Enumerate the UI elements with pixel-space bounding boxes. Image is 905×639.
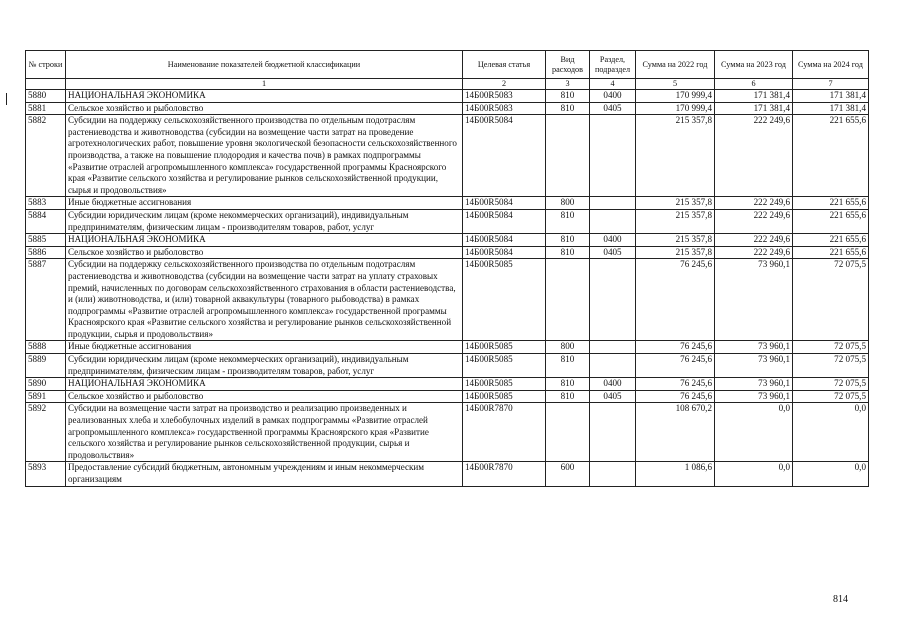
table-row xyxy=(26,462,869,486)
header-expense-type: Вид расходов xyxy=(546,51,590,79)
section-code: 0400 xyxy=(590,378,636,391)
sum-2024: 72 075,5 xyxy=(793,341,869,354)
section-code: 0405 xyxy=(590,102,636,115)
section-code xyxy=(590,115,636,197)
table-row xyxy=(26,90,869,103)
indicator-name: Субсидии на поддержку сельскохозяйственного производства по отдельным подотраслям растениеводства и животноводства (субсидии на возмещение части затрат на проведение агротехнологических работ, повышение уровня экологической безопасности сельскохозяйственного производства, а также на повышение плодородия и качества почв) в рамках подпрограммы «Развитие отраслей агропромышленного комплекса» государственной программы Красноярского края «Развитие сельского хозяйства и регулирование рынков сельскохозяйственной продукции, сырья и продовольствия» xyxy=(66,115,463,197)
section-code: 0405 xyxy=(590,246,636,259)
column-number: 1 xyxy=(66,79,463,90)
margin-mark xyxy=(6,93,7,105)
table-row xyxy=(26,102,869,115)
sum-2023: 0,0 xyxy=(715,462,793,486)
indicator-name: НАЦИОНАЛЬНАЯ ЭКОНОМИКА xyxy=(66,378,463,391)
sum-2022: 76 245,6 xyxy=(636,341,715,354)
sum-2024: 221 655,6 xyxy=(793,197,869,210)
sum-2022: 76 245,6 xyxy=(636,378,715,391)
row-number: 5881 xyxy=(26,102,66,115)
header-target-article: Целевая статья xyxy=(463,51,546,79)
column-number: 4 xyxy=(590,79,636,90)
section-code: 0400 xyxy=(590,90,636,103)
table-row xyxy=(26,197,869,210)
expense-type xyxy=(546,259,590,341)
sum-2022: 170 999,4 xyxy=(636,90,715,103)
header-sum-2024: Сумма на 2024 год xyxy=(793,51,869,79)
column-number-row xyxy=(26,79,869,90)
section-code xyxy=(590,209,636,233)
indicator-name: Субсидии юридическим лицам (кроме некоммерческих организаций), индивидуальным предпринимателям, физическим лицам - производителям товаров, работ, услуг xyxy=(66,209,463,233)
expense-type: 600 xyxy=(546,462,590,486)
sum-2023: 171 381,4 xyxy=(715,90,793,103)
sum-2023: 222 249,6 xyxy=(715,234,793,247)
indicator-name: Субсидии юридическим лицам (кроме некоммерческих организаций), индивидуальным предпринимателям, физическим лицам - производителям товаров, работ, услуг xyxy=(66,354,463,378)
row-number: 5889 xyxy=(26,354,66,378)
expense-type: 810 xyxy=(546,234,590,247)
target-article: 14Б00R5085 xyxy=(463,341,546,354)
target-article: 14Б00R5084 xyxy=(463,197,546,210)
target-article: 14Б00R5084 xyxy=(463,209,546,233)
table-row xyxy=(26,115,869,197)
sum-2024: 0,0 xyxy=(793,462,869,486)
header-sum-2022: Сумма на 2022 год xyxy=(636,51,715,79)
row-number: 5888 xyxy=(26,341,66,354)
table-row xyxy=(26,354,869,378)
table-row xyxy=(26,234,869,247)
target-article: 14Б00R5085 xyxy=(463,378,546,391)
sum-2023: 171 381,4 xyxy=(715,102,793,115)
sum-2023: 73 960,1 xyxy=(715,354,793,378)
sum-2024: 0,0 xyxy=(793,403,869,462)
header-sum-2023: Сумма на 2023 год xyxy=(715,51,793,79)
sum-2023: 73 960,1 xyxy=(715,341,793,354)
column-number: 2 xyxy=(463,79,546,90)
sum-2023: 222 249,6 xyxy=(715,209,793,233)
expense-type: 810 xyxy=(546,354,590,378)
sum-2023: 222 249,6 xyxy=(715,115,793,197)
sum-2024: 171 381,4 xyxy=(793,102,869,115)
table-row xyxy=(26,246,869,259)
indicator-name: Сельское хозяйство и рыболовство xyxy=(66,246,463,259)
section-code: 0405 xyxy=(590,390,636,403)
sum-2024: 221 655,6 xyxy=(793,115,869,197)
row-number: 5880 xyxy=(26,90,66,103)
sum-2023: 73 960,1 xyxy=(715,390,793,403)
indicator-name: НАЦИОНАЛЬНАЯ ЭКОНОМИКА xyxy=(66,90,463,103)
sum-2023: 222 249,6 xyxy=(715,246,793,259)
sum-2022: 170 999,4 xyxy=(636,102,715,115)
row-number: 5893 xyxy=(26,462,66,486)
sum-2023: 73 960,1 xyxy=(715,378,793,391)
column-number: 6 xyxy=(715,79,793,90)
row-number: 5884 xyxy=(26,209,66,233)
sum-2024: 72 075,5 xyxy=(793,378,869,391)
indicator-name: Субсидии на поддержку сельскохозяйственного производства по отдельным подотраслям растениеводства и животноводства (субсидии на возмещение части затрат на уплату страховых премий, начисленных по договорам сельскохозяйственного страхования в области растениеводства, и (или) животноводства, и (или) товарной аквакультуры (товарного рыбоводства) в рамках подпрограммы «Развитие отраслей агропромышленного комплекса» государственной программы Красноярского края «Развитие сельского хозяйства и регулирование рынков сельскохозяйственной продукции, сырья и продовольствия» xyxy=(66,259,463,341)
target-article: 14Б00R5083 xyxy=(463,90,546,103)
table-row xyxy=(26,390,869,403)
sum-2022: 215 357,8 xyxy=(636,246,715,259)
indicator-name: Субсидии на возмещение части затрат на производство и реализацию произведенных и реализованных хлеба и хлебобулочных изделий в рамках подпрограммы «Развитие отраслей агропромышленного комплекса» государственной программы Красноярского края «Развитие сельского хозяйства и регулирование рынков сельскохозяйственной продукции, сырья и продовольствия» xyxy=(66,403,463,462)
section-code xyxy=(590,341,636,354)
target-article: 14Б00R7870 xyxy=(463,403,546,462)
target-article: 14Б00R5083 xyxy=(463,102,546,115)
sum-2022: 108 670,2 xyxy=(636,403,715,462)
row-number: 5882 xyxy=(26,115,66,197)
section-code xyxy=(590,197,636,210)
table-row xyxy=(26,209,869,233)
sum-2023: 73 960,1 xyxy=(715,259,793,341)
sum-2022: 1 086,6 xyxy=(636,462,715,486)
page-number: 814 xyxy=(833,594,848,605)
section-code xyxy=(590,462,636,486)
table-row xyxy=(26,378,869,391)
target-article: 14Б00R5084 xyxy=(463,234,546,247)
target-article: 14Б00R7870 xyxy=(463,462,546,486)
table-row xyxy=(26,259,869,341)
sum-2022: 76 245,6 xyxy=(636,390,715,403)
section-code: 0400 xyxy=(590,234,636,247)
sum-2022: 215 357,8 xyxy=(636,197,715,210)
section-code xyxy=(590,259,636,341)
row-number: 5883 xyxy=(26,197,66,210)
target-article: 14Б00R5084 xyxy=(463,246,546,259)
expense-type xyxy=(546,115,590,197)
expense-type: 810 xyxy=(546,102,590,115)
sum-2022: 215 357,8 xyxy=(636,209,715,233)
column-number: 3 xyxy=(546,79,590,90)
column-number: 5 xyxy=(636,79,715,90)
sum-2024: 221 655,6 xyxy=(793,209,869,233)
sum-2024: 171 381,4 xyxy=(793,90,869,103)
expense-type: 810 xyxy=(546,209,590,233)
sum-2022: 76 245,6 xyxy=(636,259,715,341)
section-code xyxy=(590,403,636,462)
row-number: 5886 xyxy=(26,246,66,259)
expense-type: 810 xyxy=(546,390,590,403)
sum-2024: 221 655,6 xyxy=(793,234,869,247)
header-row xyxy=(26,51,869,79)
expense-type: 810 xyxy=(546,378,590,391)
row-number: 5892 xyxy=(26,403,66,462)
header-row-number: № строки xyxy=(26,51,66,79)
target-article: 14Б00R5084 xyxy=(463,115,546,197)
expense-type: 800 xyxy=(546,197,590,210)
sum-2022: 76 245,6 xyxy=(636,354,715,378)
header-section: Раздел, подраздел xyxy=(590,51,636,79)
expense-type: 810 xyxy=(546,90,590,103)
budget-table xyxy=(25,50,869,487)
table-row xyxy=(26,341,869,354)
sum-2024: 72 075,5 xyxy=(793,390,869,403)
header-indicator-name: Наименование показателей бюджетной классификации xyxy=(66,51,463,79)
expense-type: 800 xyxy=(546,341,590,354)
expense-type xyxy=(546,403,590,462)
target-article: 14Б00R5085 xyxy=(463,259,546,341)
indicator-name: Сельское хозяйство и рыболовство xyxy=(66,390,463,403)
indicator-name: Сельское хозяйство и рыболовство xyxy=(66,102,463,115)
sum-2022: 215 357,8 xyxy=(636,234,715,247)
indicator-name: Предоставление субсидий бюджетным, автономным учреждениям и иным некоммерческим организациям xyxy=(66,462,463,486)
column-number xyxy=(26,79,66,90)
sum-2024: 72 075,5 xyxy=(793,354,869,378)
section-code xyxy=(590,354,636,378)
expense-type: 810 xyxy=(546,246,590,259)
indicator-name: НАЦИОНАЛЬНАЯ ЭКОНОМИКА xyxy=(66,234,463,247)
row-number: 5890 xyxy=(26,378,66,391)
indicator-name: Иные бюджетные ассигнования xyxy=(66,341,463,354)
sum-2024: 72 075,5 xyxy=(793,259,869,341)
sum-2023: 0,0 xyxy=(715,403,793,462)
indicator-name: Иные бюджетные ассигнования xyxy=(66,197,463,210)
table-row xyxy=(26,403,869,462)
row-number: 5891 xyxy=(26,390,66,403)
column-number: 7 xyxy=(793,79,869,90)
target-article: 14Б00R5085 xyxy=(463,390,546,403)
sum-2022: 215 357,8 xyxy=(636,115,715,197)
row-number: 5885 xyxy=(26,234,66,247)
sum-2023: 222 249,6 xyxy=(715,197,793,210)
target-article: 14Б00R5085 xyxy=(463,354,546,378)
sum-2024: 221 655,6 xyxy=(793,246,869,259)
row-number: 5887 xyxy=(26,259,66,341)
